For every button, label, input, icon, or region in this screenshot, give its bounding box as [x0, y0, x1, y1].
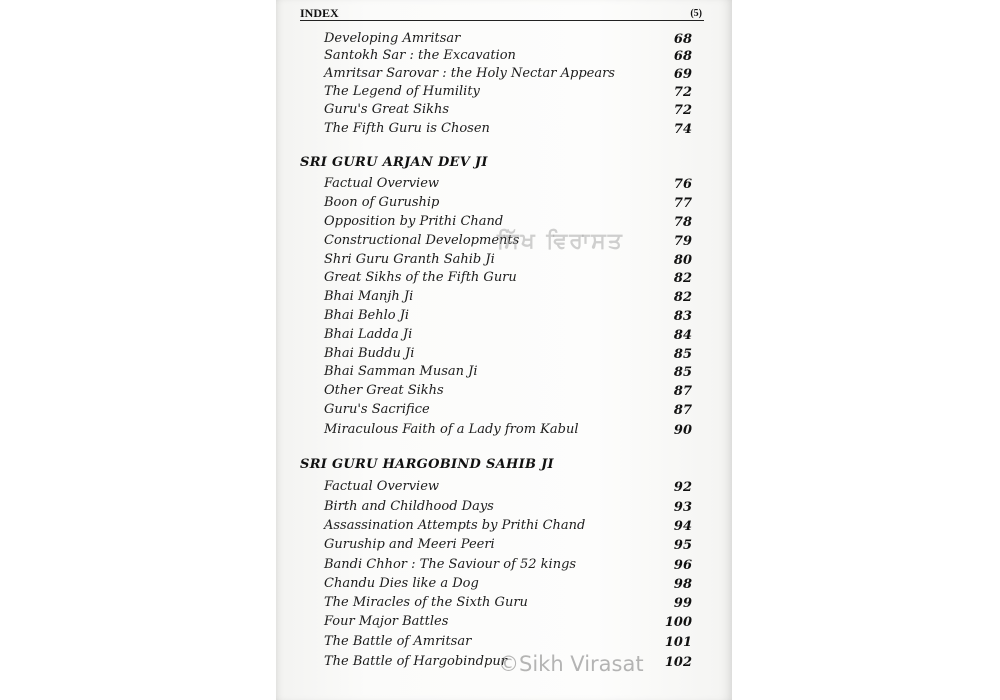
entry-page: 99 — [673, 596, 692, 611]
index-entry — [324, 632, 692, 651]
header-title: INDEX — [300, 6, 339, 20]
entry-page: 83 — [673, 309, 692, 324]
entry-title: Bhai Ladda Ji — [324, 327, 413, 342]
index-entry — [324, 82, 692, 101]
copyright-watermark: ©Sikh Virasat — [498, 652, 644, 676]
entry-page: 90 — [673, 423, 692, 438]
index-entry — [324, 306, 692, 325]
index-entry — [324, 119, 692, 138]
index-entry — [324, 381, 692, 400]
entry-page: 72 — [673, 103, 692, 118]
index-entry — [324, 362, 692, 381]
entry-page: 68 — [673, 32, 692, 47]
entry-title: Guru's Great Sikhs — [324, 102, 450, 117]
entry-page: 69 — [673, 67, 692, 82]
index-entry — [324, 593, 692, 612]
entry-title: Bhai Samman Musan Ji — [324, 364, 478, 379]
index-entry — [324, 652, 692, 671]
entry-title: Birth and Childhood Days — [324, 499, 494, 514]
entry-page: 101 — [664, 635, 692, 650]
entry-page: 76 — [673, 177, 692, 192]
entry-title: Shri Guru Granth Sahib Ji — [324, 252, 495, 267]
entry-title: The Legend of Humility — [324, 84, 480, 99]
entry-page: 98 — [673, 577, 692, 592]
entry-title: Great Sikhs of the Fifth Guru — [324, 270, 517, 285]
entry-title: Factual Overview — [324, 176, 440, 191]
entry-page: 68 — [673, 49, 692, 64]
entry-title: The Battle of Hargobindpur — [324, 654, 507, 669]
entry-page: 80 — [673, 253, 692, 268]
entry-title: The Miracles of the Sixth Guru — [324, 595, 528, 610]
index-entry — [324, 612, 692, 631]
entry-page: 85 — [673, 347, 692, 362]
entry-page: 79 — [673, 234, 692, 249]
index-entry — [324, 268, 692, 287]
index-entry — [324, 231, 692, 250]
section-heading: SRI GURU ARJAN DEV JI — [300, 155, 488, 170]
index-entry — [324, 174, 692, 193]
index-entry — [324, 193, 692, 212]
entry-title: Chandu Dies like a Dog — [324, 576, 479, 591]
index-entry — [324, 46, 692, 65]
entry-page: 96 — [673, 558, 692, 573]
index-entry — [324, 555, 692, 574]
entry-title: Miraculous Faith of a Lady from Kabul — [324, 422, 579, 437]
index-entry — [324, 344, 692, 363]
book-page — [276, 0, 732, 700]
index-entry — [324, 64, 692, 83]
entry-page: 84 — [673, 328, 692, 343]
entry-page: 77 — [673, 196, 692, 211]
entry-page: 74 — [673, 122, 692, 137]
entry-title: Four Major Battles — [324, 614, 449, 629]
entry-page: 72 — [673, 85, 692, 100]
entry-title: Santokh Sar : the Excavation — [324, 48, 516, 63]
entry-title: Factual Overview — [324, 479, 440, 494]
index-entry — [324, 497, 692, 516]
entry-page: 85 — [673, 365, 692, 380]
entry-page: 93 — [673, 500, 692, 515]
entry-title: The Fifth Guru is Chosen — [324, 121, 490, 136]
index-entry — [324, 212, 692, 231]
index-entry — [324, 250, 692, 269]
punjabi-watermark: ਸਿੱਖ ਵਿਰਾਸਤ — [497, 229, 624, 254]
index-entry — [324, 535, 692, 554]
entry-page: 78 — [673, 215, 692, 230]
index-entry — [324, 477, 692, 496]
entry-title: Bhai Manjh Ji — [324, 289, 414, 304]
entry-title: Bhai Behlo Ji — [324, 308, 410, 323]
entry-title: Guru's Sacrifice — [324, 402, 430, 417]
index-entry — [324, 420, 692, 439]
entry-page: 82 — [673, 290, 692, 305]
entry-page: 92 — [673, 480, 692, 495]
running-header — [300, 6, 704, 21]
entry-title: Boon of Guruship — [324, 195, 440, 210]
index-entry — [324, 400, 692, 419]
index-entry — [324, 287, 692, 306]
entry-title: Amritsar Sarovar : the Holy Nectar Appears — [324, 66, 615, 81]
entry-title: Other Great Sikhs — [324, 383, 444, 398]
entry-title: Constructional Developments — [324, 233, 520, 248]
entry-page: 87 — [673, 384, 692, 399]
index-entry — [324, 325, 692, 344]
entry-page: 102 — [664, 655, 692, 670]
entry-title: Bandi Chhor : The Saviour of 52 kings — [324, 557, 577, 572]
entry-title: Assassination Attempts by Prithi Chand — [324, 518, 586, 533]
entry-title: The Battle of Amritsar — [324, 634, 472, 649]
index-entry — [324, 516, 692, 535]
entry-title: Developing Amritsar — [324, 31, 461, 46]
entry-title: Guruship and Meeri Peeri — [324, 537, 495, 552]
entry-page: 95 — [673, 538, 692, 553]
header-page-number: (5) — [690, 8, 702, 19]
entry-page: 82 — [673, 271, 692, 286]
entry-page: 87 — [673, 403, 692, 418]
index-entry — [324, 100, 692, 119]
entry-title: Bhai Buddu Ji — [324, 346, 415, 361]
section-heading: SRI GURU HARGOBIND SAHIB JI — [300, 457, 554, 472]
entry-page: 100 — [664, 615, 692, 630]
entry-title: Opposition by Prithi Chand — [324, 214, 504, 229]
entry-page: 94 — [673, 519, 692, 534]
index-entry — [324, 574, 692, 593]
